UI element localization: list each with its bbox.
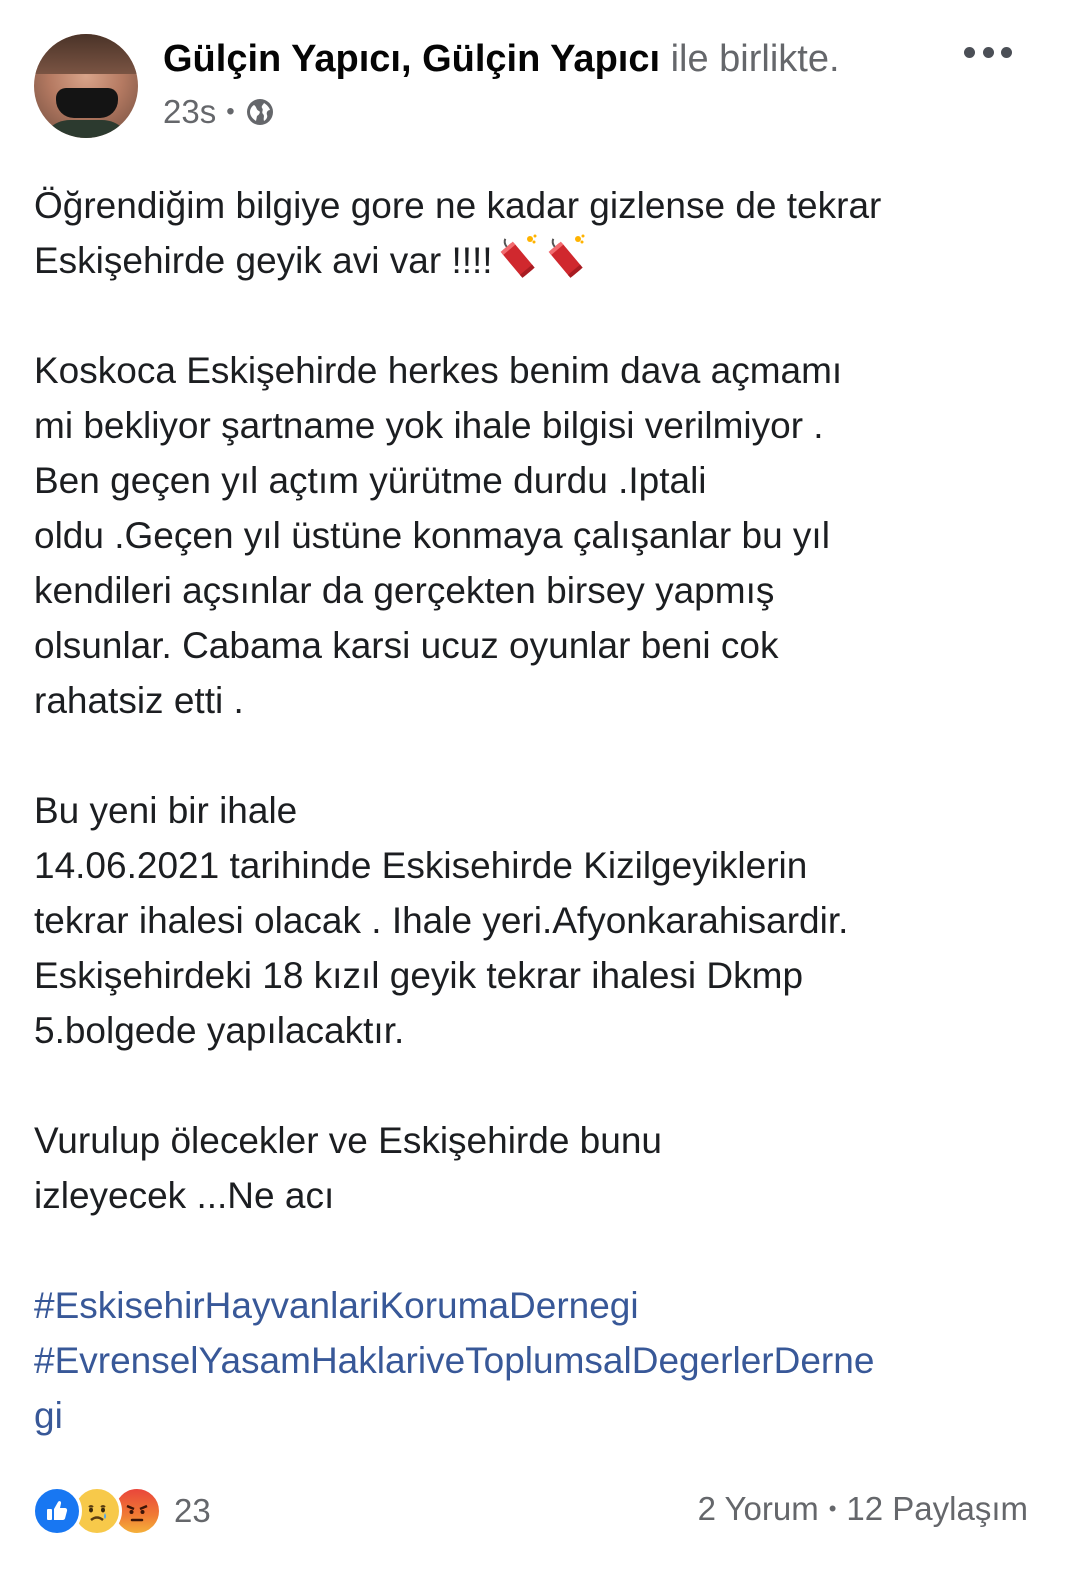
hashtag-link[interactable]: #EvrenselYasamHaklariveToplumsalDegerlerDerne [34,1340,875,1381]
post-line: izleyecek ...Ne acı [34,1175,335,1216]
like-icon [32,1486,82,1536]
hashtag-link[interactable]: #EskisehirHayvanlariKorumaDernegi [34,1285,639,1326]
engagement-counts [698,1490,1028,1528]
reaction-count[interactable]: 23 [174,1492,211,1529]
post-line: Eskişehirdeki 18 kızıl geyik tekrar ihalesi Dkmp [34,955,804,996]
author-separator: , [400,38,423,80]
author-name-link[interactable]: Gülçin Yapıcı [163,38,401,80]
more-options-icon[interactable] [964,42,1012,62]
comments-count-link[interactable]: 2 Yorum [697,1490,819,1527]
post-timestamp[interactable]: 23s [163,93,217,130]
post-line: Koskoca Eskişehirde herkes benim dava açmamı [34,350,843,391]
post-line: Öğrendiğim bilgiye gore ne kadar gizlense de tekrar [34,185,882,226]
with-text: ile birlikte. [660,38,840,80]
globe-icon [245,97,275,127]
shares-count-link[interactable]: 12 Paylaşım [846,1490,1028,1527]
post-text [34,178,1054,1443]
post-line [34,233,1054,288]
hashtag-link-continued[interactable]: gi [34,1395,63,1436]
meta-dot: • [226,98,235,125]
post-line-text: Eskişehirde geyik avi var !!!! [34,240,493,281]
post-line: 14.06.2021 tarihinde Eskisehirde Kizilgeyiklerin [34,845,808,886]
firecracker-icon [541,233,589,281]
post-author-line [163,36,840,82]
tagged-user-link[interactable]: Gülçin Yapıcı [422,38,661,80]
post-line: rahatsiz etti . [34,680,244,721]
post-line: 5.bolgede yapılacaktır. [34,1010,405,1051]
post-line: kendileri açsınlar da gerçekten birsey yapmış [34,570,775,611]
post-line: oldu .Geçen yıl üstüne konmaya çalışanlar bu yıl [34,515,830,556]
post-line: Bu yeni bir ihale [34,790,298,831]
post-line: Ben geçen yıl açtım yürütme durdu .Iptali [34,460,707,501]
avatar[interactable] [34,34,138,138]
counts-dot: • [828,1496,837,1521]
firecracker-icon [493,233,541,281]
reactions-summary[interactable] [32,1486,211,1536]
post-line: mi bekliyor şartname yok ihale bilgisi verilmiyor . [34,405,824,446]
post-line: tekrar ihalesi olacak . Ihale yeri.Afyonkarahisardir. [34,900,849,941]
post-line: Vurulup ölecekler ve Eskişehirde bunu [34,1120,662,1161]
post-line: olsunlar. Cabama karsi ucuz oyunlar beni cok [34,625,779,666]
post-meta [163,92,275,132]
